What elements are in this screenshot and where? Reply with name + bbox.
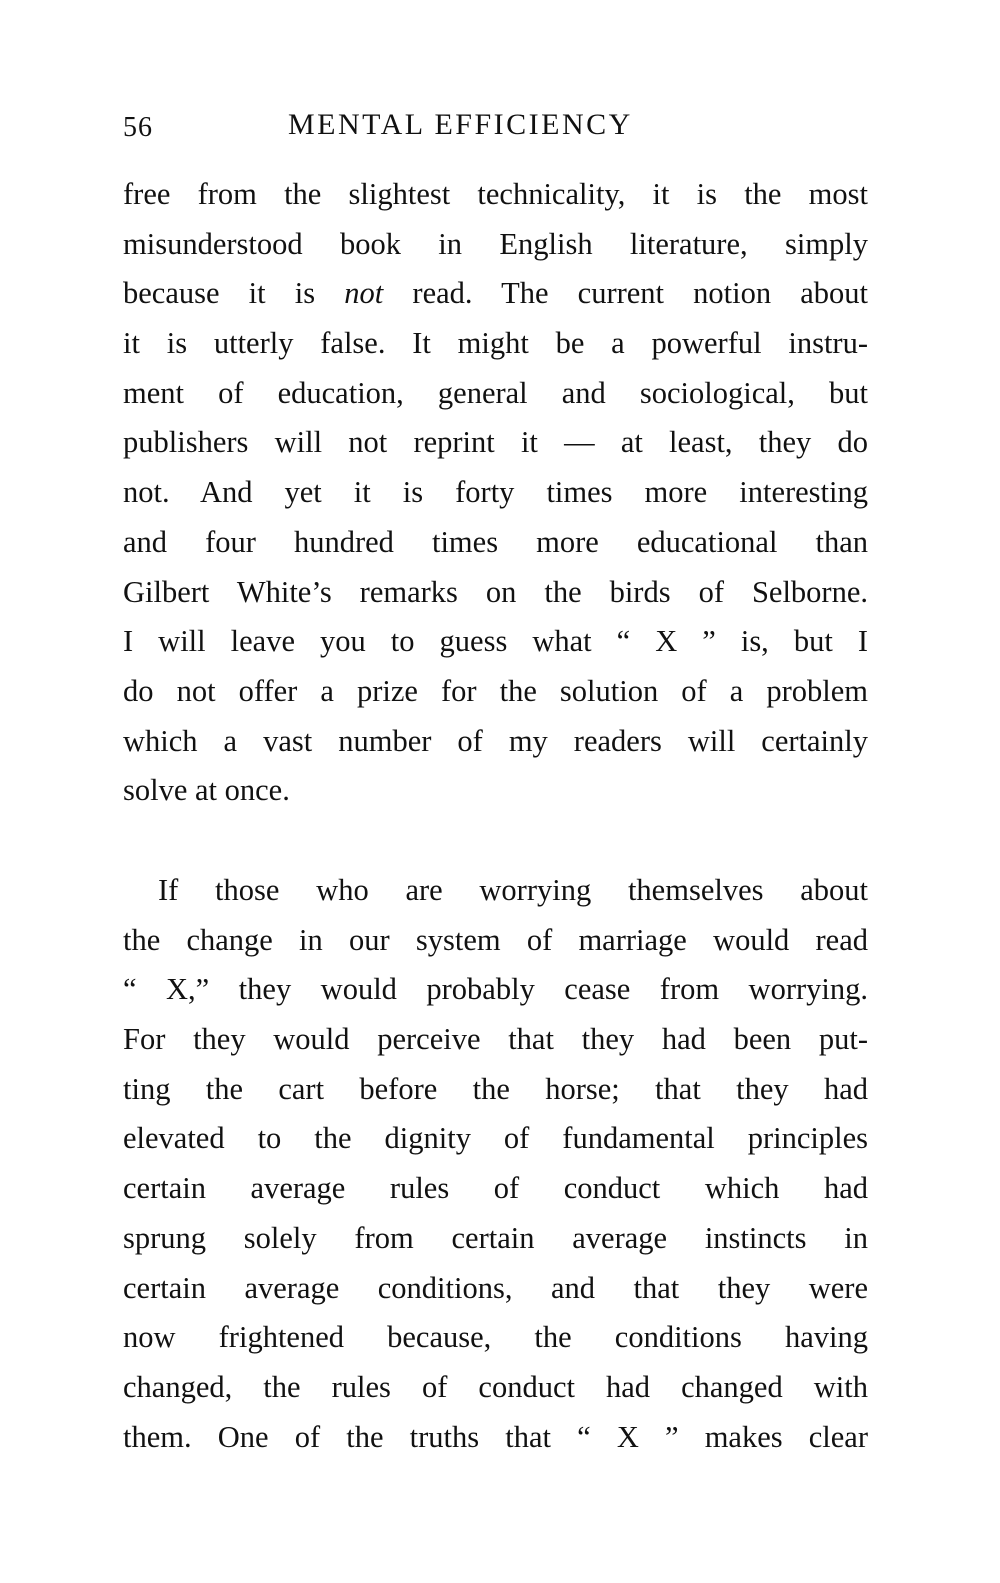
page-header [123, 108, 683, 158]
text-line: them. One of the truths that “ X ” makes clear [123, 1419, 868, 1454]
text-line: now frightened because, the conditions having [123, 1320, 868, 1355]
text-line: Gilbert White’s remarks on the birds of Selborne. [123, 574, 868, 609]
text-line: ting the cart before the horse; that they had [123, 1071, 868, 1106]
text-line [123, 269, 868, 319]
text-line: I will leave you to guess what “ X ” is, but I [123, 624, 868, 659]
paragraph-2 [123, 866, 868, 1462]
text-line: misunderstood book in English literature, simply [123, 226, 868, 261]
text-line: the change in our system of marriage would read [123, 922, 868, 957]
text-line: sprung solely from certain average instincts in [123, 1220, 868, 1255]
text-line: solve at once. [123, 773, 290, 808]
text-line: certain average rules of conduct which had [123, 1171, 868, 1206]
text-line: free from the slightest technicality, it is the most [123, 177, 868, 211]
text-line: elevated to the dignity of fundamental principles [123, 1121, 868, 1156]
text-line: and four hundred times more educational than [123, 524, 868, 559]
text-run: read. The current notion about [412, 276, 869, 311]
text-line: changed, the rules of conduct had changed with [123, 1369, 868, 1404]
text-line: For they would perceive that they had been put- [123, 1022, 868, 1057]
text-line: If those who are worrying themselves about [158, 873, 868, 907]
text-line: do not offer a prize for the solution of a problem [123, 673, 868, 708]
text-line: “ X,” they would probably cease from worrying. [123, 972, 868, 1007]
text-run: because it is [123, 276, 316, 311]
text-line: it is utterly false. It might be a powerful instru- [123, 326, 868, 361]
page-number: 56 [123, 112, 153, 143]
text-line: certain average conditions, and that they were [123, 1270, 868, 1305]
text-line: ment of education, general and sociological, but [123, 375, 868, 410]
italic-word: not [344, 276, 384, 311]
text-line: publishers will not reprint it — at least, they do [123, 425, 868, 460]
text-line: which a vast number of my readers will certainly [123, 723, 868, 758]
running-head: MENTAL EFFICIENCY [288, 108, 633, 141]
paragraph-1 [123, 170, 868, 816]
text-line: not. And yet it is forty times more interesting [123, 475, 868, 510]
